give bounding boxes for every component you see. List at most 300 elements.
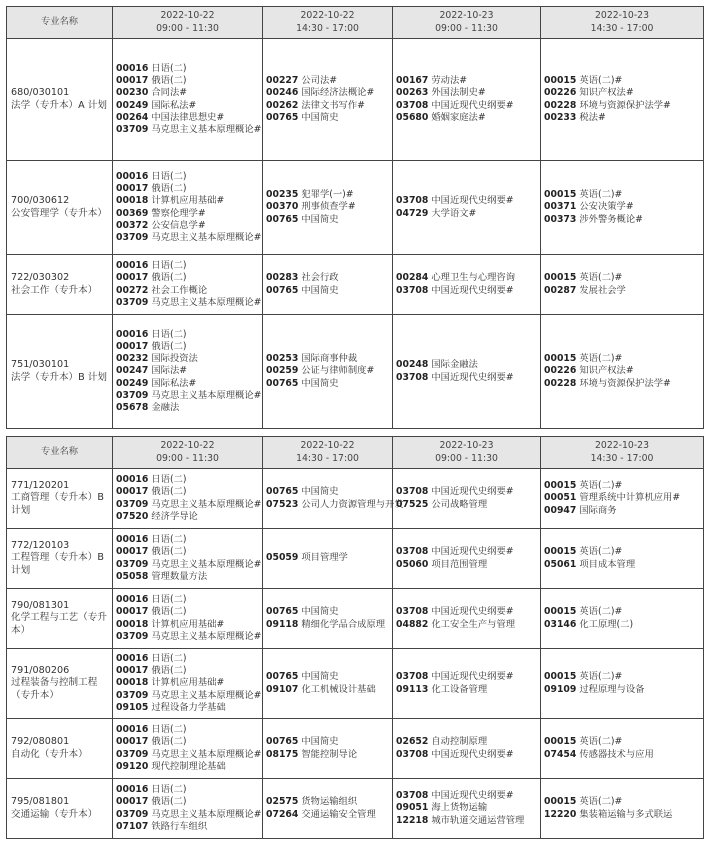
course-item: [266, 671, 389, 683]
course-item: [396, 372, 537, 384]
session-date: 2022-10-23: [594, 440, 650, 452]
course-name: 中国近现代史纲要#: [431, 748, 514, 760]
course-name: 税法#: [579, 111, 606, 123]
courses-cell: [113, 315, 263, 429]
course-name: 中国近现代史纲要#: [431, 606, 514, 618]
course-name: 金融法: [151, 401, 180, 413]
course-name: 英语(二)#: [579, 75, 623, 87]
courses-cell: [263, 255, 393, 315]
course-code: 00272: [116, 284, 149, 296]
course-name: 管理数量方法: [151, 570, 208, 582]
course-item: [116, 208, 259, 220]
course-item: [396, 499, 537, 511]
course-code: 09120: [116, 760, 149, 772]
course-code: 00017: [116, 272, 149, 284]
course-code: 00765: [266, 736, 299, 748]
course-name: 国际私法#: [151, 377, 197, 389]
course-name: 马克思主义基本原理概论#: [151, 689, 262, 701]
course-name: 中国近现代史纲要#: [431, 671, 514, 683]
course-name: 项目管理学: [301, 552, 348, 564]
major-name: 社会工作（专升本）: [11, 284, 98, 296]
table-row: [7, 39, 704, 161]
course-name: 英语(二)#: [579, 353, 623, 365]
course-code: 03708: [396, 790, 429, 802]
course-item: [116, 389, 262, 402]
course-name: 日语(二): [151, 63, 187, 75]
course-name: 日语(二): [151, 784, 187, 796]
course-item: [544, 378, 700, 390]
course-code: 00017: [116, 183, 149, 195]
courses-cell: [263, 649, 393, 719]
session-time: 14:30 - 17:00: [590, 22, 654, 34]
course-code: 03709: [116, 748, 149, 760]
course-name: 经济学导论: [151, 510, 198, 522]
course-code: 00765: [266, 213, 299, 225]
course-name: 俄语(二): [151, 606, 187, 618]
course-item: [116, 341, 259, 353]
course-item: [116, 123, 262, 136]
session-header: [113, 437, 263, 469]
course-name: 现代控制理论基础: [151, 760, 226, 772]
course-name: 马克思主义基本原理概论#: [151, 231, 262, 243]
course-item: [116, 761, 259, 773]
course-item: [544, 559, 700, 571]
table-row: [7, 161, 704, 255]
course-code: 00017: [116, 546, 149, 558]
courses-cell: [393, 589, 541, 649]
courses-cell: [541, 779, 704, 839]
course-name: 公司法#: [301, 75, 338, 87]
course-code: 09105: [116, 701, 149, 713]
courses-cell: [541, 529, 704, 589]
course-name: 刑事侦查学#: [301, 201, 356, 213]
course-code: 00015: [544, 272, 577, 284]
course-code: 00016: [116, 260, 149, 272]
course-item: [396, 736, 537, 748]
course-name: 涉外警务概论#: [579, 213, 643, 225]
course-item: [116, 195, 259, 207]
table-row: [7, 649, 704, 719]
major-cell: [7, 779, 113, 839]
exam-schedule-table-2: [6, 436, 704, 839]
course-item: [396, 546, 537, 558]
course-code: 00051: [544, 492, 577, 504]
course-item: [266, 749, 389, 761]
course-name: 外国法制史#: [431, 87, 486, 99]
course-name: 中国近现代史纲要#: [431, 371, 514, 383]
course-item: [544, 201, 700, 213]
course-code: 00765: [266, 486, 299, 498]
course-name: 中国简史: [301, 736, 339, 748]
course-item: [116, 486, 259, 498]
course-code: 03708: [396, 748, 429, 760]
course-code: 00370: [266, 201, 299, 213]
session-time: 09:00 - 11:30: [435, 22, 498, 34]
courses-cell: [113, 649, 263, 719]
courses-cell: [541, 39, 704, 161]
course-code: 00015: [544, 736, 577, 748]
course-code: 03709: [116, 689, 149, 701]
course-code: 07264: [266, 808, 299, 820]
course-code: 00765: [266, 671, 299, 683]
course-name: 精细化学品合成原理: [301, 618, 386, 630]
course-item: [544, 505, 700, 517]
course-item: [544, 75, 700, 87]
course-item: [266, 201, 389, 213]
course-code: 00015: [544, 546, 577, 558]
course-code: 03146: [544, 618, 577, 630]
course-code: 00016: [116, 329, 149, 341]
session-date: 2022-10-23: [439, 440, 494, 452]
course-code: 05060: [396, 558, 429, 570]
course-item: [396, 195, 537, 207]
course-name: 英语(二)#: [579, 480, 623, 492]
course-name: 交通运输安全管理: [301, 808, 376, 820]
course-code: 00228: [544, 377, 577, 389]
courses-cell: [263, 719, 393, 779]
course-name: 中国简史: [301, 671, 339, 683]
courses-cell: [263, 529, 393, 589]
course-item: [116, 272, 259, 284]
course-item: [116, 402, 259, 414]
course-name: 中国简史: [301, 486, 339, 498]
course-name: 婚姻家庭法#: [431, 111, 486, 123]
course-code: 05061: [544, 558, 577, 570]
course-code: 00015: [544, 671, 577, 683]
course-item: [544, 87, 700, 99]
course-item: [266, 353, 389, 365]
course-name: 环境与资源保护法学#: [579, 377, 671, 389]
course-item: [116, 75, 259, 87]
course-code: 03709: [116, 123, 149, 135]
course-name: 马克思主义基本原理概论#: [151, 808, 262, 820]
courses-cell: [393, 255, 541, 315]
course-code: 00372: [116, 219, 149, 231]
course-item: [396, 790, 537, 802]
course-name: 中国简史: [301, 111, 339, 123]
course-code: 03708: [396, 371, 429, 383]
course-item: [266, 606, 389, 618]
course-item: [116, 353, 259, 365]
table-row: [7, 589, 704, 649]
course-item: [116, 546, 259, 558]
course-item: [544, 365, 700, 377]
course-item: [116, 689, 262, 702]
course-name: 马克思主义基本原理概论#: [151, 558, 262, 570]
course-name: 过程设备力学基础: [151, 701, 226, 713]
course-name: 公司战略管理: [431, 498, 488, 510]
course-name: 社会行政: [301, 272, 339, 284]
course-item: [266, 100, 389, 112]
course-code: 03709: [116, 808, 149, 820]
course-item: [544, 809, 700, 821]
course-code: 00249: [116, 99, 149, 111]
course-code: 00017: [116, 341, 149, 353]
course-code: 03708: [396, 284, 429, 296]
major-cell: [7, 255, 113, 315]
course-code: 00016: [116, 171, 149, 183]
course-name: 国际金融法: [431, 359, 478, 371]
course-code: 00259: [266, 365, 299, 377]
major-name: 法学（专升本）A 计划: [11, 99, 107, 111]
course-code: 00233: [544, 111, 577, 123]
course-item: [116, 808, 262, 821]
course-name: 公司人力资源管理与开发: [301, 498, 404, 510]
course-code: 02575: [266, 796, 299, 808]
course-name: 中国简史: [301, 377, 339, 389]
major-name: 工商管理（专升本）B 计划: [11, 492, 104, 516]
course-item: [266, 809, 389, 821]
major-cell: [7, 649, 113, 719]
courses-cell: [393, 315, 541, 429]
major-code: 680/030101: [11, 87, 70, 99]
major-cell: [7, 315, 113, 429]
courses-cell: [113, 529, 263, 589]
course-item: [116, 594, 259, 606]
course-code: 05058: [116, 570, 149, 582]
course-item: [116, 260, 259, 272]
session-time: 09:00 - 11:30: [156, 22, 219, 34]
course-name: 日语(二): [151, 724, 187, 736]
course-code: 00015: [544, 796, 577, 808]
course-name: 中国近现代史纲要#: [431, 486, 514, 498]
course-item: [116, 100, 259, 112]
course-code: 00017: [116, 796, 149, 808]
session-header: [263, 7, 393, 39]
course-name: 劳动法#: [431, 75, 468, 87]
course-code: 00230: [116, 87, 149, 99]
courses-cell: [263, 779, 393, 839]
course-code: 00167: [396, 75, 429, 87]
course-code: 08175: [266, 748, 299, 760]
course-name: 俄语(二): [151, 796, 187, 808]
course-code: 00017: [116, 486, 149, 498]
course-name: 英语(二)#: [579, 189, 623, 201]
courses-cell: [541, 469, 704, 529]
course-item: [116, 498, 262, 511]
course-item: [116, 329, 259, 341]
course-name: 俄语(二): [151, 183, 187, 195]
course-name: 俄语(二): [151, 272, 187, 284]
table-row: [7, 255, 704, 315]
session-time: 09:00 - 11:30: [435, 452, 498, 464]
session-date: 2022-10-22: [300, 10, 355, 22]
course-code: 00016: [116, 724, 149, 736]
course-name: 中国近现代史纲要#: [431, 99, 514, 111]
course-code: 12218: [396, 814, 429, 826]
course-name: 英语(二)#: [579, 546, 623, 558]
course-code: 00765: [266, 284, 299, 296]
table-row: [7, 779, 704, 839]
course-name: 日语(二): [151, 260, 187, 272]
courses-cell: [393, 649, 541, 719]
courses-cell: [113, 469, 263, 529]
course-name: 海上货物运输: [431, 802, 488, 814]
course-code: 00016: [116, 653, 149, 665]
course-item: [116, 606, 259, 618]
course-code: 12220: [544, 808, 577, 820]
course-name: 英语(二)#: [579, 736, 623, 748]
exam-schedule-table-1: [6, 6, 704, 429]
course-name: 大学语文#: [431, 207, 477, 219]
course-code: 07525: [396, 498, 429, 510]
course-item: [116, 558, 262, 571]
course-code: 07107: [116, 820, 149, 832]
course-name: 俄语(二): [151, 486, 187, 498]
course-code: 00016: [116, 534, 149, 546]
course-name: 马克思主义基本原理概论#: [151, 123, 262, 135]
course-item: [116, 821, 259, 833]
course-code: 03708: [396, 546, 429, 558]
course-item: [116, 378, 259, 390]
course-name: 法律文书写作#: [301, 99, 365, 111]
course-code: 00262: [266, 99, 299, 111]
course-item: [544, 112, 700, 124]
major-code: 791/080206: [11, 664, 70, 676]
course-code: 00765: [266, 606, 299, 618]
course-name: 心理卫生与心理咨询: [431, 272, 516, 284]
course-code: 04882: [396, 618, 429, 630]
course-name: 中国近现代史纲要#: [431, 284, 514, 296]
course-item: [116, 702, 259, 714]
course-code: 00017: [116, 736, 149, 748]
course-name: 化工机械设计基础: [301, 683, 376, 695]
course-item: [544, 480, 700, 492]
course-item: [544, 189, 700, 201]
course-item: [396, 749, 537, 761]
course-name: 合同法#: [151, 87, 188, 99]
course-item: [116, 171, 259, 183]
course-item: [266, 378, 389, 390]
courses-cell: [541, 589, 704, 649]
major-code: 722/030302: [11, 272, 70, 284]
course-name: 国际经济法概论#: [301, 87, 375, 99]
course-item: [396, 359, 537, 371]
major-cell: [7, 469, 113, 529]
course-item: [116, 724, 259, 736]
course-name: 马克思主义基本原理概论#: [151, 748, 262, 760]
course-code: 03708: [396, 606, 429, 618]
course-name: 国际私法#: [151, 99, 197, 111]
course-name: 马克思主义基本原理概论#: [151, 498, 262, 510]
course-name: 中国近现代史纲要#: [431, 546, 514, 558]
course-item: [396, 285, 537, 297]
course-name: 俄语(二): [151, 736, 187, 748]
course-name: 环境与资源保护法学#: [579, 99, 671, 111]
course-name: 日语(二): [151, 171, 187, 183]
major-cell: [7, 719, 113, 779]
course-item: [266, 619, 389, 631]
header-row: [7, 437, 704, 469]
course-item: [116, 474, 259, 486]
course-name: 俄语(二): [151, 546, 187, 558]
course-item: [544, 353, 700, 365]
major-name: 化学工程与工艺（专升本）: [11, 612, 107, 636]
courses-cell: [393, 161, 541, 255]
major-cell: [7, 589, 113, 649]
course-name: 马克思主义基本原理概论#: [151, 296, 262, 308]
course-name: 日语(二): [151, 534, 187, 546]
course-item: [544, 736, 700, 748]
major-code: 795/081801: [11, 796, 70, 808]
major-name: 交通运输（专升本）: [11, 808, 98, 820]
course-name: 国际商事仲裁: [301, 353, 358, 365]
course-item: [396, 486, 537, 498]
course-name: 发展社会学: [579, 284, 626, 296]
course-name: 计算机应用基础#: [151, 618, 225, 630]
course-code: 00015: [544, 606, 577, 618]
courses-cell: [263, 469, 404, 529]
session-header: [263, 437, 393, 469]
course-item: [116, 796, 259, 808]
course-code: 00015: [544, 75, 577, 87]
course-code: 00017: [116, 75, 149, 87]
course-item: [116, 665, 259, 677]
course-name: 日语(二): [151, 594, 187, 606]
major-code: 790/081301: [11, 599, 70, 611]
courses-cell: [541, 255, 704, 315]
table-row: [7, 315, 704, 429]
course-name: 国际投资法: [151, 353, 198, 365]
course-item: [116, 87, 259, 99]
course-name: 管理系统中计算机应用#: [579, 492, 681, 504]
course-name: 过程原理与设备: [579, 683, 645, 695]
course-name: 中国简史: [301, 284, 339, 296]
course-code: 03708: [396, 99, 429, 111]
course-code: 00284: [396, 272, 429, 284]
courses-cell: [113, 161, 263, 255]
course-item: [544, 214, 700, 226]
course-name: 化工原理(二): [579, 618, 634, 630]
course-item: [544, 619, 700, 631]
course-item: [116, 784, 259, 796]
course-code: 00226: [544, 87, 577, 99]
course-item: [544, 606, 700, 618]
course-code: 00947: [544, 504, 577, 516]
course-item: [266, 87, 389, 99]
session-time: 14:30 - 17:00: [296, 22, 359, 34]
course-name: 自动控制原理: [431, 736, 488, 748]
course-item: [396, 684, 537, 696]
course-code: 03709: [116, 498, 149, 510]
course-code: 03708: [396, 195, 429, 207]
course-name: 英语(二)#: [579, 796, 623, 808]
session-date: 2022-10-22: [160, 10, 215, 22]
session-date: 2022-10-23: [439, 10, 494, 22]
courses-cell: [263, 39, 393, 161]
course-item: [116, 183, 259, 195]
course-name: 公安信息学#: [151, 219, 206, 231]
major-cell: [7, 529, 113, 589]
course-item: [266, 75, 389, 87]
course-code: 09113: [396, 683, 429, 695]
session-time: 09:00 - 11:30: [156, 452, 219, 464]
course-code: 05678: [116, 401, 149, 413]
course-item: [544, 796, 700, 808]
course-name: 化工设备管理: [431, 683, 488, 695]
courses-cell: [393, 469, 541, 529]
course-item: [116, 365, 259, 377]
course-code: 00369: [116, 207, 149, 219]
session-date: 2022-10-22: [160, 440, 215, 452]
course-code: 00264: [116, 111, 149, 123]
courses-cell: [113, 255, 263, 315]
course-item: [396, 606, 537, 618]
course-name: 知识产权法#: [579, 87, 634, 99]
courses-cell: [541, 161, 704, 255]
session-header: [541, 7, 704, 39]
courses-cell: [263, 315, 393, 429]
